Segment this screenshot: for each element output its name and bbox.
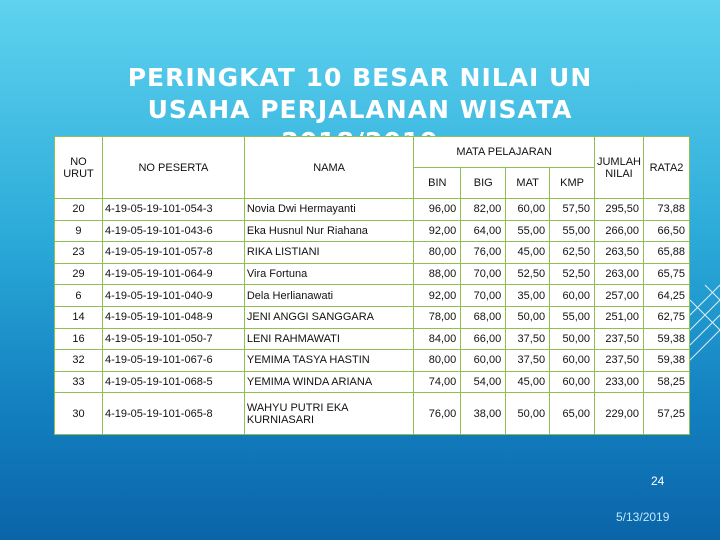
cell-bin: 84,00	[414, 328, 461, 350]
cell-mat: 60,00	[506, 199, 550, 221]
cell-rata: 62,75	[643, 306, 689, 328]
cell-bin: 92,00	[414, 285, 461, 307]
cell-peserta: 4-19-05-19-101-048-9	[102, 306, 244, 328]
page-number: 24	[651, 474, 665, 488]
header-kmp: KMP	[550, 168, 595, 199]
cell-no: 23	[55, 242, 103, 264]
cell-rata: 65,88	[643, 242, 689, 264]
table-row	[55, 393, 690, 435]
cell-rata: 59,38	[643, 350, 689, 372]
cell-peserta: 4-19-05-19-101-057-8	[102, 242, 244, 264]
cell-mat: 50,00	[506, 306, 550, 328]
cell-kmp: 60,00	[550, 371, 595, 393]
header-mat: MAT	[506, 168, 550, 199]
cell-bin: 80,00	[414, 350, 461, 372]
cell-mat: 35,00	[506, 285, 550, 307]
cell-kmp: 62,50	[550, 242, 595, 264]
cell-nama: Eka Husnul Nur Riahana	[244, 220, 413, 242]
cell-jumlah: 237,50	[594, 328, 643, 350]
cell-rata: 57,25	[643, 393, 689, 435]
cell-no: 32	[55, 350, 103, 372]
title-line-3	[0, 126, 720, 136]
cell-nama: Vira Fortuna	[244, 263, 413, 285]
cell-peserta: 4-19-05-19-101-040-9	[102, 285, 244, 307]
cell-nama: LENI RAHMAWATI	[244, 328, 413, 350]
cell-no: 14	[55, 306, 103, 328]
header-big: BIG	[461, 168, 506, 199]
slide-date: 5/13/2019	[616, 510, 670, 524]
cell-nama: YEMIMA TASYA HASTIN	[244, 350, 413, 372]
cell-nama: JENI ANGGI SANGGARA	[244, 306, 413, 328]
cell-jumlah: 295,50	[594, 199, 643, 221]
cell-nama: WAHYU PUTRI EKA KURNIASARI	[244, 393, 413, 435]
cell-big: 54,00	[461, 371, 506, 393]
cell-rata: 64,25	[643, 285, 689, 307]
cell-big: 60,00	[461, 350, 506, 372]
cell-kmp: 50,00	[550, 328, 595, 350]
cell-mat: 37,50	[506, 350, 550, 372]
cell-no: 6	[55, 285, 103, 307]
cell-jumlah: 257,00	[594, 285, 643, 307]
cell-bin: 74,00	[414, 371, 461, 393]
cell-jumlah: 251,00	[594, 306, 643, 328]
cell-kmp: 65,00	[550, 393, 595, 435]
table-row	[55, 285, 690, 307]
cell-mat: 37,50	[506, 328, 550, 350]
cell-bin: 76,00	[414, 393, 461, 435]
cell-nama: Dela Herlianawati	[244, 285, 413, 307]
cell-peserta: 4-19-05-19-101-068-5	[102, 371, 244, 393]
cell-bin: 96,00	[414, 199, 461, 221]
cell-big: 38,00	[461, 393, 506, 435]
cell-big: 76,00	[461, 242, 506, 264]
cell-big: 70,00	[461, 285, 506, 307]
cell-bin: 78,00	[414, 306, 461, 328]
cell-mat: 55,00	[506, 220, 550, 242]
table-row	[55, 371, 690, 393]
table-row	[55, 199, 690, 221]
table-row	[55, 220, 690, 242]
cell-jumlah: 233,00	[594, 371, 643, 393]
header-jumlah-nilai: JUMLAH NILAI	[594, 137, 643, 199]
cell-kmp: 60,00	[550, 350, 595, 372]
cell-rata: 66,50	[643, 220, 689, 242]
title-line-1: PERINGKAT 10 BESAR NILAI UN	[127, 63, 593, 92]
cell-kmp: 55,00	[550, 306, 595, 328]
header-no-peserta: NO PESERTA	[102, 137, 244, 199]
cell-no: 20	[55, 199, 103, 221]
cell-kmp: 57,50	[550, 199, 595, 221]
cell-big: 64,00	[461, 220, 506, 242]
table-row	[55, 328, 690, 350]
header-nama: NAMA	[244, 137, 413, 199]
cell-rata: 65,75	[643, 263, 689, 285]
header-bin: BIN	[414, 168, 461, 199]
cell-bin: 92,00	[414, 220, 461, 242]
cell-mat: 52,50	[506, 263, 550, 285]
cell-big: 70,00	[461, 263, 506, 285]
cell-mat: 45,00	[506, 371, 550, 393]
cell-jumlah: 229,00	[594, 393, 643, 435]
cell-big: 68,00	[461, 306, 506, 328]
table-row	[55, 306, 690, 328]
cell-rata: 58,25	[643, 371, 689, 393]
cell-no: 29	[55, 263, 103, 285]
cell-rata: 73,88	[643, 199, 689, 221]
cell-peserta: 4-19-05-19-101-065-8	[102, 393, 244, 435]
title-line-2: USAHA PERJALANAN WISATA	[147, 95, 573, 124]
cell-nama: RIKA LISTIANI	[244, 242, 413, 264]
cell-no: 16	[55, 328, 103, 350]
cell-mat: 45,00	[506, 242, 550, 264]
cell-jumlah: 266,00	[594, 220, 643, 242]
ranking-table	[54, 136, 690, 435]
cell-peserta: 4-19-05-19-101-043-6	[102, 220, 244, 242]
cell-kmp: 60,00	[550, 285, 595, 307]
header-mata-pelajaran: MATA PELAJARAN	[414, 137, 595, 168]
cell-big: 66,00	[461, 328, 506, 350]
table-row	[55, 242, 690, 264]
header-no-urut: NO URUT	[55, 137, 103, 199]
cell-jumlah: 237,50	[594, 350, 643, 372]
cell-kmp: 55,00	[550, 220, 595, 242]
cell-no: 9	[55, 220, 103, 242]
cell-rata: 59,38	[643, 328, 689, 350]
cell-jumlah: 263,50	[594, 242, 643, 264]
cell-big: 82,00	[461, 199, 506, 221]
cell-mat: 50,00	[506, 393, 550, 435]
cell-kmp: 52,50	[550, 263, 595, 285]
cell-peserta: 4-19-05-19-101-067-6	[102, 350, 244, 372]
cell-peserta: 4-19-05-19-101-050-7	[102, 328, 244, 350]
cell-no: 30	[55, 393, 103, 435]
cell-peserta: 4-19-05-19-101-054-3	[102, 199, 244, 221]
cell-peserta: 4-19-05-19-101-064-9	[102, 263, 244, 285]
cell-no: 33	[55, 371, 103, 393]
cell-bin: 80,00	[414, 242, 461, 264]
slide-title	[0, 62, 720, 136]
cell-jumlah: 263,00	[594, 263, 643, 285]
cell-bin: 88,00	[414, 263, 461, 285]
header-rata2: RATA2	[643, 137, 689, 199]
cell-nama: Novia Dwi Hermayanti	[244, 199, 413, 221]
cell-nama: YEMIMA WINDA ARIANA	[244, 371, 413, 393]
table-row	[55, 350, 690, 372]
table-row	[55, 263, 690, 285]
